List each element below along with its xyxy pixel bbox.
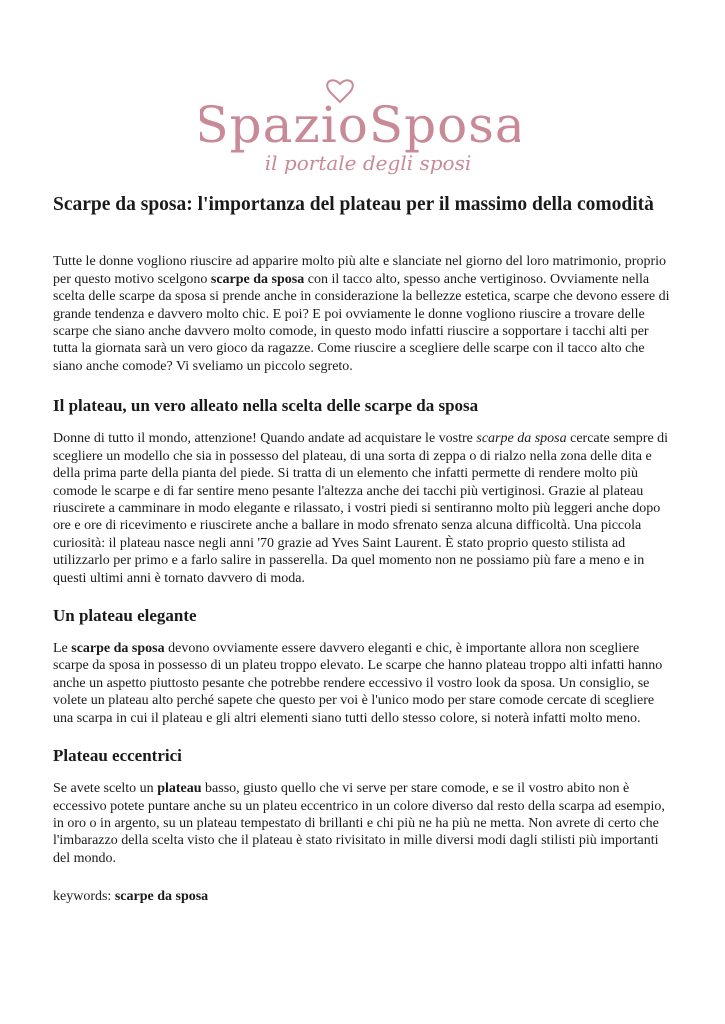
section-heading-plateau-alleato: Il plateau, un vero alleato nella scelta delle scarpe da sposa — [53, 396, 479, 416]
logo-tagline: il portale degli sposi — [264, 151, 472, 175]
article — [53, 192, 673, 927]
keyword-bold: plateau — [157, 781, 202, 797]
logo — [200, 62, 520, 182]
keyword-bold: scarpe da sposa — [210, 271, 305, 287]
section-heading-plateau-eccentrici: Plateau eccentrici — [53, 746, 182, 766]
keyword-bold: scarpe da sposa — [71, 641, 165, 657]
section-heading-plateau-elegante: Un plateau elegante — [53, 605, 197, 625]
keywords-line — [53, 888, 673, 905]
intro-paragraph: Tutte le donne vogliono riuscire ad apparire molto più alte e slanciate nel giorno del loro matrimonio, proprio per questo motivo scelgono scarpe da sposa con il tacco alto, spesso anche vertiginoso. Ovviamente nella scelta delle scarpe da sposa si prende anche in considerazione la bellezze estetica, scarpe che devono essere di grande tendenza e davvero molto chic. E poi? E poi ovviamente le donne vogliono riuscire a trovare delle scarpe che siano anche davvero molto comode, in questo modo infatti riuscire a sopportare i tacchi alti per tutta la giornata sarà un vero gioco da ragazze. Come riuscire a scegliere delle scarpe con il tacco alto che siano anche comode? Vi sveliamo un piccolo segreto. — [53, 254, 670, 374]
keywords-label: keywords: — [53, 889, 115, 905]
section-paragraph-plateau-alleato: Donne di tutto il mondo, attenzione! Quando andate ad acquistare le vostre scarpe da sposa cercate sempre di scegliere un modello che sia in possesso del plateau, di una sorta di zeppa o di rialzo nella zona delle dita e della prima parte della pianta del piede. Si tratta di un elemento che infatti permette di rendere molto più comode le scarpe e di far sentire meno pesante l'altezza anche dei tacchi più vertiginosi. Grazie al plateau riuscirete a camminare in modo elegante e rilassato, i vostri piedi si sentiranno molto più leggeri anche dopo ore e ore di ricevimento e riuscirete anche a ballare in modo sfrenato senza alcuna difficoltà. Una piccola curiosità: il plateau nasce negli anni '70 grazie ad Yves Saint Laurent. È stato proprio questo stilista ad utilizzarlo per primo e a farlo salire in passerella. Da quel momento non ne possiamo più fare a meno e in questi ultimi anni è tornato davvero di moda. — [53, 431, 669, 586]
logo-wordmark: SpazioSposa — [200, 96, 520, 154]
keyword-italic: scarpe da sposa — [476, 431, 567, 447]
page-title: Scarpe da sposa: l'importanza del plateau per il massimo della comodità — [53, 194, 654, 215]
keywords-value: scarpe da sposa — [114, 889, 209, 905]
section-paragraph-plateau-eccentrici: Se avete scelto un plateau basso, giusto quello che vi serve per stare comode, e se il vostro abito non è eccessivo potete puntare anche su un plateu eccentrico in un colore diverso dal resto della scarpa ad esempio, in oro o in argento, su un plateau tempestato di brillanti e chi più ne ha più ne metta. Non avrete di certo che l'imbarazzo della scelta visto che il plateau è stato rivisitato in mille diversi modi dagli stilisti più importanti del mondo. — [53, 781, 665, 866]
section-paragraph-plateau-elegante: Le scarpe da sposa devono ovviamente essere davvero eleganti e chic, è importante allora non scegliere scarpe da sposa in possesso di un plateu troppo elevato. Le scarpe che hanno plateau troppo alti infatti hanno anche un aspetto piuttosto pesante che potrebbe rendere eccessivo il vostro look da sposa. Un consiglio, se volete un plateau alto perché sapete che questo per voi è l'unico modo per stare comode cercate di scegliere una scarpa in cui il plateau e gli altri elementi siano tutti dello stesso colore, si noterà infatti molto meno. — [53, 641, 663, 726]
logo-graphic — [200, 62, 520, 182]
